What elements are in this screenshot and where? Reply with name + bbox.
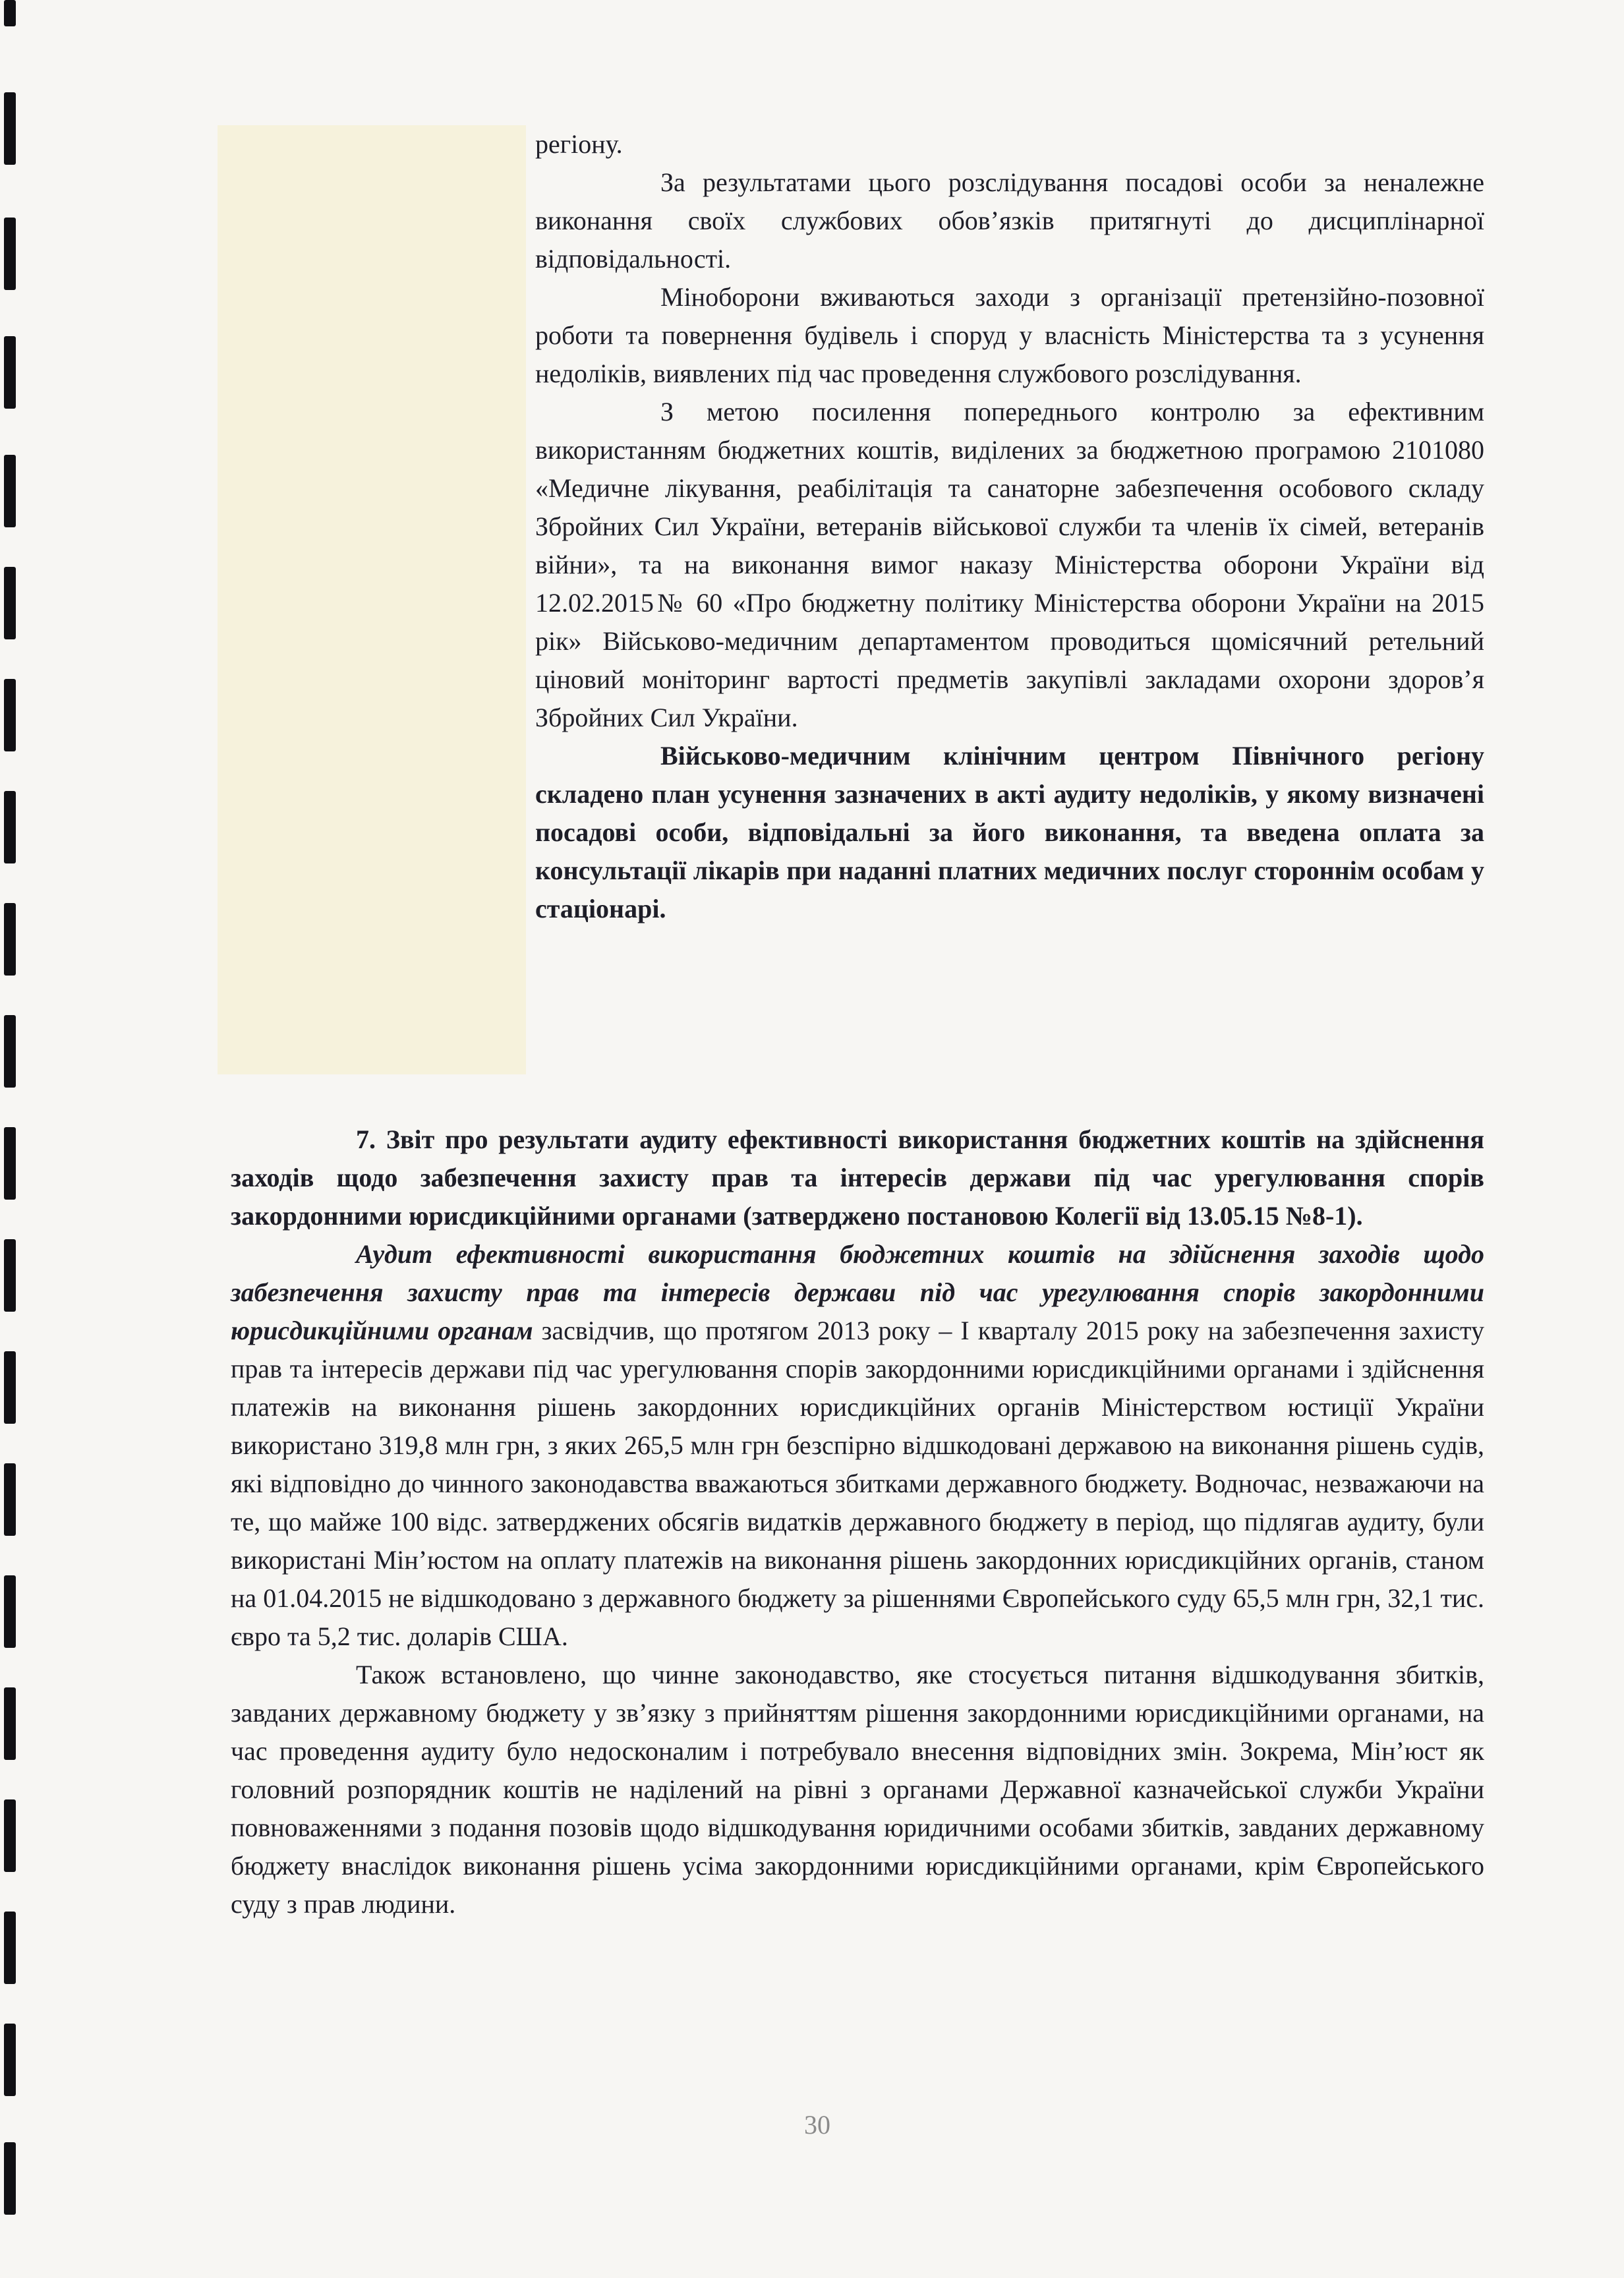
binding-hole: [4, 218, 16, 290]
top-text-block: [535, 125, 1484, 928]
paragraph-investigation-result: За результатами цього розслідування посадові особи за неналежне виконання своїх службових обов’язків притягнуті до дисциплінарної відповідальності.: [535, 167, 1484, 274]
binding-hole: [4, 1351, 16, 1424]
binding-hole: [4, 567, 16, 639]
binding-holes: [0, 0, 26, 2278]
paragraph-mod-measures: Міноборони вживаються заходи з організації претензійно-позовної роботи та повернення будівель і споруд у власність Міністерства та з усунення недоліків, виявлених під час проведення службового розслідування.: [535, 282, 1484, 388]
audit-title-italic: Аудит ефективності використання бюджетних коштів на здійснення заходів щодо забезпечення захисту прав та інтересів держави під час урегулювання спорів закордонними юрисдикційними органам: [231, 1239, 1484, 1345]
binding-hole: [4, 336, 16, 409]
paragraph-budget-control: З метою посилення попереднього контролю за ефективним використанням бюджетних коштів, виділених за бюджетною програмою 2101080 «Медичне лікування, реабілітація та санаторне забезпечення особового складу Збройних Сил України, ветеранів військової служби та членів їх сімей, ветеранів війни», та на виконання вимог наказу Міністерства оборони України від 12.02.2015№ 60 «Про бюджетну політику Міністерства оборони України на 2015 рік» Військово-медичним департаментом проводиться щомісячний ретельний ціновий моніторинг вартості предметів закупівлі закладами охорони здоров’я Збройних Сил України.: [535, 397, 1484, 732]
binding-hole: [4, 1127, 16, 1200]
audit-findings-text: засвідчив, що протягом 2013 року – І кварталу 2015 року на забезпечення захисту прав та інтересів держави під час урегулювання спорів закордонними юрисдикційними органами і здійснення платежів на виконання рішень закордонних юрисдикційних органів Міністерством юстиції України використано 319,8 млн грн, з яких 265,5 млн грн безспірно відшкодовані державою на виконання рішень судів, які відповідно до чинного законодавства вважаються збитками державного бюджету. Водночас, незважаючи на те, що майже 100 відс. затверджених обсягів видатків державного бюджету в період, що підлягав аудиту, були використані Мін’юстом на оплату платежів на виконання рішень закордонних юрисдикційних органів, станом на 01.04.2015 не відшкодовано з державного бюджету за рішеннями Європейського суду 65,5 млн грн, 32,1 тис. євро та 5,2 тис. доларів США.: [231, 1316, 1484, 1651]
binding-hole: [4, 1015, 16, 1088]
section-7-heading: 7. Звіт про результати аудиту ефективності використання бюджетних коштів на здійснення заходів щодо забезпечення захисту прав та інтересів держави під час урегулювання спорів закордонними юрисдикційними органами (затверджено постановою Колегії від 13.05.15 №8-1).: [231, 1124, 1484, 1231]
binding-hole: [4, 903, 16, 976]
binding-hole: [4, 1575, 16, 1648]
binding-hole: [4, 455, 16, 527]
binding-hole: [4, 1239, 16, 1312]
paragraph-continuation: регіону.: [535, 129, 623, 159]
binding-hole: [4, 791, 16, 863]
binding-hole: [4, 2142, 16, 2215]
highlight-column: [218, 125, 526, 1074]
binding-hole: [4, 92, 16, 165]
section-7: [231, 1121, 1484, 1923]
section-7-paragraph-1: [231, 1235, 1484, 1656]
binding-hole: [4, 1912, 16, 1984]
binding-hole: [4, 0, 16, 26]
section-7-paragraph-2: Також встановлено, що чинне законодавство, яке стосується питання відшкодування збитків, завданих державному бюджету у зв’язку з прийняттям рішення закордонними юрисдикційними органами, на час проведення аудиту було недосконалим і потребувало внесення відповідних змін. Зокрема, Мін’юст як головний розпорядник коштів не наділений на рівні з органами Державної казначейської служби України повноваженнями з подання позовів щодо відшкодування юридичними особами збитків, завданих державному бюджету внаслідок виконання рішень усіма закордонними юрисдикційними органами, крім Європейського суду з прав людини.: [231, 1660, 1484, 1919]
paragraph-medical-center-plan: Військово-медичним клінічним центром Північного регіону складено план усунення зазначених в акті аудиту недоліків, у якому визначені посадові особи, відповідальні за його виконання, та введена оплата за консультації лікарів при наданні платних медичних послуг стороннім особам у стаціонарі.: [535, 741, 1484, 923]
binding-hole: [4, 1799, 16, 1872]
binding-hole: [4, 1687, 16, 1760]
binding-hole: [4, 2024, 16, 2096]
binding-hole: [4, 679, 16, 751]
page-number: 30: [804, 2110, 830, 2140]
binding-hole: [4, 1463, 16, 1536]
